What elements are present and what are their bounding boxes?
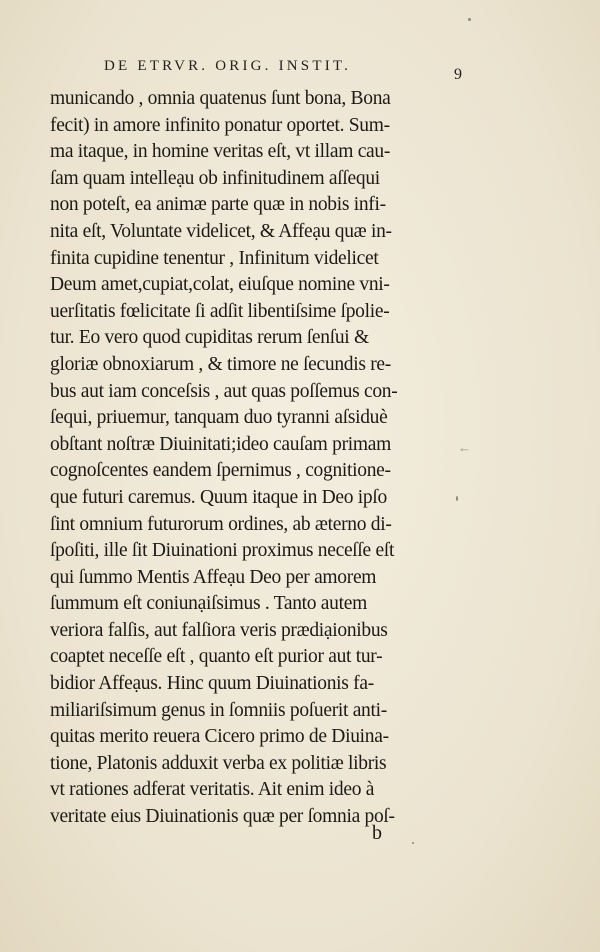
text-line: vt rationes adferat veritatis. Ait enim ideo à <box>50 779 375 801</box>
text-line: coaptet neceſſe eſt , quanto eſt purior aut tur- <box>50 646 383 668</box>
signature-mark: b <box>372 822 382 844</box>
page-number: 9 <box>454 66 462 83</box>
text-line: miliariſsimum genus in ſomniis poſuerit anti- <box>50 699 387 721</box>
text-line: tione, Platonis adduxit verba ex politiæ libris <box>50 752 387 774</box>
text-line: ſint omnium futurorum ordines, ab æterno di- <box>50 513 392 535</box>
body-text <box>50 86 455 831</box>
text-line: cognoſcentes eandem ſpernimus , cognitione- <box>50 460 391 482</box>
text-line: finita cupidine tenentur , Infinitum videlicet <box>50 247 379 269</box>
margin-arrow-icon: ← <box>458 440 471 455</box>
running-header: DE ETRVR. ORIG. INSTIT. <box>104 58 352 74</box>
text-line: ſpoſiti, ille ſit Diuinationi proximus neceſſe eſt <box>50 540 395 562</box>
text-line: gloriæ obnoxiarum , & timore ne ſecundis re- <box>50 353 391 375</box>
text-line: Deum amet,cupiat,colat, eiuſque nomine vni- <box>50 274 390 296</box>
text-line: quitas merito reuera Cicero primo de Diuina- <box>50 726 389 748</box>
text-line: fecit) in amore infinito ponatur oportet. Sum- <box>50 114 390 136</box>
text-line: tur. Eo vero quod cupiditas rerum ſenſui & <box>50 327 369 349</box>
text-line: obſtant noſtræ Diuinitati;ideo cauſam primam <box>50 433 391 455</box>
text-line: ſummum eſt coniunạiſsimus . Tanto autem <box>50 593 367 615</box>
text-line: que futuri caremus. Quum itaque in Deo ipſo <box>50 486 387 508</box>
ink-speck-icon <box>412 842 414 844</box>
text-line: non poteſt, ea animæ parte quæ in nobis infi- <box>50 194 386 216</box>
text-line: ma itaque, in homine veritas eſt, vt illam cau- <box>50 141 391 163</box>
text-line: ſam quam intelleạu ob infinitudinem aſſequi <box>50 167 380 189</box>
text-line: veritate eius Diuinationis quæ per ſomnia poſ- <box>50 806 395 828</box>
text-line: veriora falſis, aut falſiora veris prædiạionibus <box>50 619 388 641</box>
text-line: bidior Affeạus. Hinc quum Diuinationis fa- <box>50 673 374 695</box>
ink-speck-icon <box>468 18 471 21</box>
text-line: ſequi, priuemur, tanquam duo tyranni aſsiduè <box>50 407 388 429</box>
text-line: nita eſt, Voluntate videlicet, & Affeạu quæ in- <box>50 220 392 242</box>
text-line: municando , omnia quatenus ſunt bona, Bona <box>50 88 391 109</box>
ink-speck-icon <box>456 496 458 501</box>
text-line: bus aut iam conceſsis , aut quas poſſemus con- <box>50 380 398 402</box>
text-line: qui ſummo Mentis Affeạu Deo per amorem <box>50 566 377 588</box>
text-line: uerſitatis fœlicitate ſi adſit libentiſsime ſpolie- <box>50 300 390 322</box>
